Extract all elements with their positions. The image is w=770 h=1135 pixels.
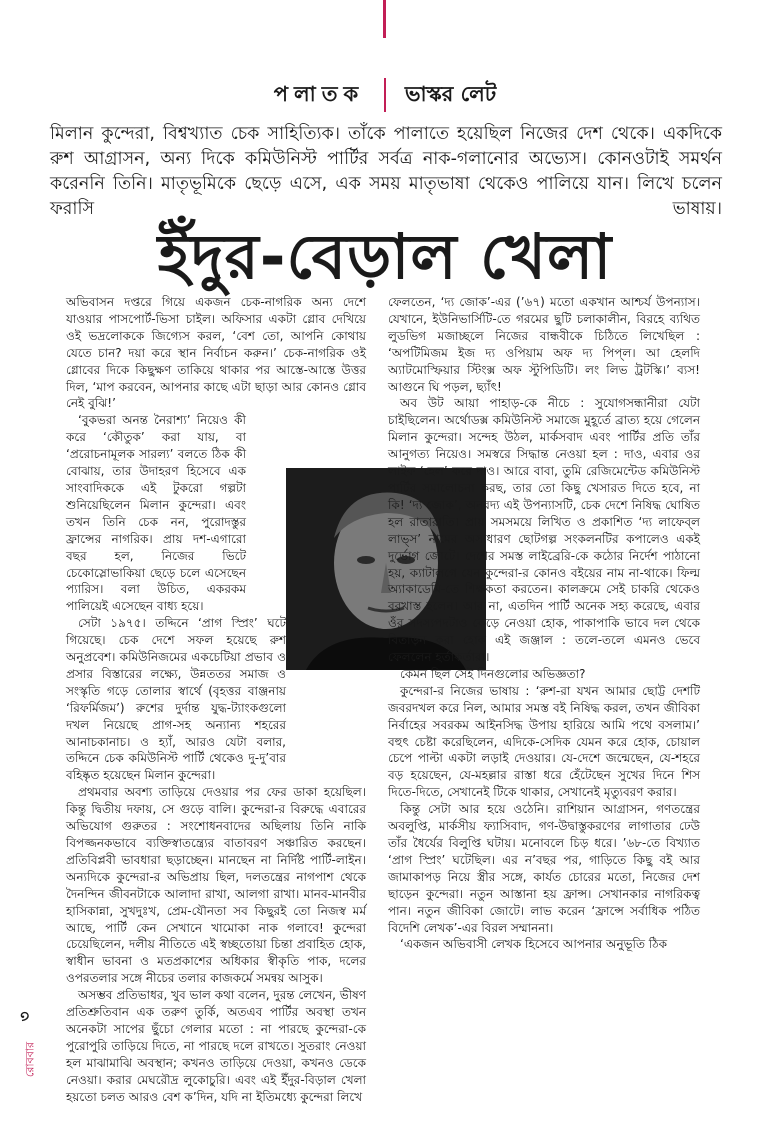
column-left [66, 294, 366, 1106]
paragraph: ‘একজন অভিবাসী লেখক হিসেবে আপনার অনুভূতি ঠিক [400, 937, 668, 952]
section-name: পলাতক [273, 82, 365, 106]
paragraph: প্রথমবার অবশ্য তাড়িয়ে দেওয়ার পর ফের ডাকা হয়েছিল। কিন্তু দ্বিতীয় দফায়, সে গুড়ে বালি। কুন্দেরা-র বিরুদ্ধে এবারের অভিযোগ গুরুতর : সংশোধনবাদের অছিলায় তিনি নাকি বিপজ্জনকভাবে ব্যক্তিস্বাতন্ত্র্যের বাতাবরণ সঞ্চারিত করছেন। প্রতিবিপ্লবী ভাবধারা ছড়াচ্ছেন। মানছেন না নির্দিষ্ট পার্টি-লাইন। অন্যদিকে কুন্দেরা-র অভিপ্রায় ছিল, দলতন্ত্রের নাগপাশ থেকে দৈনন্দিন জীবনটাকে আলাদা রাখা, আলগা রাখা। মানব-মানবীর হাসিকান্না, সুখদুঃখ, প্রেম-যৌনতা সব কিছুরই তো নিজস্ব মর্ম আছে, পার্টি কেন সেখানে খামোকা নাক গলাবে! কুন্দেরা চেয়েছিলেন, দলীয় নীতিতে এই স্বচ্ছতোয়া চিন্তা প্রবাহিত হোক, স্বাধীন ভাবনা ও মতপ্রকাশের অধিকার স্বীকৃতি পাক, দলের ওপরতলার সঙ্গে নীচের তলার কাজকর্মে সমন্বয় আসুক। [66, 785, 366, 986]
byline [0, 78, 770, 113]
paragraph: কুন্দেরা-র নিজের ভাষায় : ‘রুশ-রা যখন আমার ছোট্ট দেশটি জবরদখল করে নিল, আমার সমস্ত বই নিষিদ্ধ করল, তখন জীবিকা নির্বাহের সবরকম আইনসিদ্ধ উপায় হারিয়ে আমি পথে বসলাম।’ বহুৎ চেষ্টা করেছিলেন, এদিকে-সেদিক যেমন করে হোক, চোয়াল চেপে পাল্টা একটা লড়াই দেওয়ার। যে-দেশে জন্মেছেন, যে-শহরে বড় হয়েছেন, যে-মহল্লার রাস্তা ধরে হেঁটেছেন সুখের দিনে শিস দিতে-দিতে, সেখানেই টিকে থাকার, সেখানেই মৃত্যুবরণ করার। [388, 683, 700, 800]
page-number: ৩ [15, 1011, 34, 1022]
paragraph: অভিবাসন দপ্তরে গিয়ে একজন চেক-নাগরিক অন্য দেশে যাওয়ার পাসপোর্ট-ভিসা চাইল। অফিসার একটা গ্লোব দেখিয়ে ওই ভদ্রলোককে জিগ্যেস করল, ‘বেশ তো, আপনি কোথায় যেতে চান? দয়া করে স্থান নির্বাচন করুন।’ চেক-নাগরিক ওই গ্লোবের দিকে কিছুক্ষণ তাকিয়ে থাকার পর আস্তে-আস্তে উত্তর দিল, ‘মাপ করবেন, আপনার কাছে এটা ছাড়া আর কোনও গ্লোব নেই বুঝি!’ [66, 295, 366, 411]
author-name: ভাস্কর লেট [404, 82, 497, 106]
top-divider [383, 0, 386, 38]
paragraph: সেটা ১৯৭৫। তদ্দিনে ‘প্রাগ স্প্রিং’ ঘটে গিয়েছে। চেক দেশে সফল হয়েছে রুশ অনুপ্রবেশ। কমিউনিজমের একচেটিয়া প্রভাব ও প্রসার বিস্তারের লক্ষ্যে, উন্নততর সমাজ ও সংস্কৃতি গড়ে তোলার স্বার্থে (বৃহত্তর বাঞ্জনায় ‘রিফর্মিজম’) রুশের দুর্দান্ত যুদ্ধ-ট্যাংকগুলো দখল নিয়েছে প্রাগ-সহ অন্যান্য শহরের আনাচকানাচ। ও হ্যাঁ, আরও যেটা বলার, তদ্দিনে চেক কমিউনিস্ট পার্টি থেকেও দু-দু’বার বহিষ্কৃত হয়েছেন মিলান কুন্দেরা। [66, 616, 286, 783]
byline-separator [384, 78, 386, 112]
paragraph: কেমন ছিল সেই দিনগুলোর অভিজ্ঞতা? [400, 666, 586, 681]
paragraph: অসম্ভব প্রতিভাধর, খুব ভাল কথা বলেন, দুরন্ত লেখেন, ভীষণ প্রতিশ্রুতিবান এক তরুণ তুর্কি, অতএব পার্টির অবস্থা তখন অনেকটা সাপের ছুঁচো গেলার মতো : না পারছে কুন্দেরা-কে পুরোপুরি তাড়িয়ে দিতে, না পারছে দলে রাখতে। সুতরাং নেওয়া হল মাঝামাঝি অবস্থান; কখনও তাড়িয়ে দেওয়া, কখনও ডেকে নেওয়া। করার মেঘরৌদ্র লুকোচুরি। এবং এই ইঁদুর-বিড়াল খেলা হয়তো চলত আরও বেশ ক’দিন, যদি না ইতিমধ্যে কুন্দেরা লিখে [66, 988, 366, 1104]
paragraph: কিন্তু সেটা আর হয়ে ওঠেনি। রাশিয়ান আগ্রাসন, গণতন্ত্রের অবলুপ্তি, মার্কসীয় ফ্যাসিবাদ, গণ-উদ্বাস্তুকরণের লাগাতার ঢেউ তাঁর ধৈর্যের বিলুপ্তি ঘটায়। মনোবলে চিড় ধরে। ’৬৮-তে বিখ্যাত ‘প্রাগ স্প্রিং’ ঘটেছিল। এর ন’বছর পর, গাড়িতে কিছু বই আর জামাকাপড় নিয়ে স্ত্রীর সঙ্গে, কার্যত চোরের মতো, নিজের দেশ ছাড়েন কুন্দেরা। নতুন আস্তানা হয় ফ্রান্স। সেখানকার নাগরিকত্ব পান। নতুন জীবিকা জোটে। লাভ করেন ‘ফ্রান্সে সর্বাধিক পঠিত বিদেশি লেখক’-এর বিরল সম্মাননা। [388, 802, 700, 935]
page-footer [15, 1010, 42, 1120]
publication-label: রোববার [23, 1041, 37, 1078]
paragraph: অব উট আয়া পাহাড়-কে নীচে : সুযোগসন্ধানীরা যেটা চাইছিলেন। অর্থোডক্স কমিউনিস্ট সমাজে মুহূর্তে ব্রাত্য হয়ে গেলেন মিলান কুন্দেরা। সন্দেহ উঠল, মার্কসবাদ এবং পার্টির প্রতি তাঁর আনুগত্য নিয়েও। সমস্বরে সিদ্ধান্ত নেওয়া হল : দাও, এবার ওর লাইফ ‘হেল’ করে দাও। আরে বাবা, তুমি রেজিমেন্টেড কমিউনিস্ট পার্টির সমালোচনা করছ, তার তো কিছু খেসারত দিতে হবে, না কি! ‘দ্য জোক’, অনবদ্য এই উপন্যাসটি, চেক দেশে নিষিদ্ধ ঘোষিত হল রাতারাতি। প্রায় সমসময়ে লিখিত ও প্রকাশিত ‘দ্য লাফেব্‌ল লাভ্‌স’ নামের অসাধারণ ছোটগল্প সংকলনটির কপালেও একই দুর্ভোগ জোটে। দেশের সমস্ত লাইব্রেরি-কে কঠোর নির্দেশ পাঠানো হয়, ক্যাটালগে যেন কুন্দেরা-র কোনও বইয়ের নাম না-থাকে। ফিল্ম অ্যাকাডেমি-তে শিক্ষকতা করতেন। কালক্রমে সেই চাকরি থেকেও বরখাস্ত হলেন। আর না, এতদিন পার্টি অনেক সহ্য করেছে, এবার ওঁর সদস্যপদটাও কেড়ে নেওয়া হোক, পাকাপাকি ভাবে দল থেকে বিতাড়ন করা হোক এই জঞ্জাল : তলে-তলে এমনও ভেবে ফেললেন হর্তাকর্তারা। [388, 396, 700, 665]
paragraph: ফেলতেন, ‘দ্য জোক’-এর (’৬৭) মতো একখান আশ্চর্য উপন্যাস। যেখানে, ইউনিভার্সিটি-তে গরমের ছুটি চলাকালীন, বিরহে ব্যথিত লুডভিগ মজাচ্ছলে নিজের বান্ধবীকে চিঠিতে লিখেছিল : ‘অপটিমিজম ইজ দ্য ওপিয়াম অফ দ্য পিপ্‌ল। আ হেলদি অ্যাটমোস্ফিয়ার স্টিংক্স অফ স্টুপিডিটি। লং লিভ ট্রটস্কি।’ ব্যস! আগুনে ঘি পড়ল, ছ্যাঁৎ! [388, 295, 700, 394]
headline: ইঁদুর-বেড়াল খেলা [157, 220, 613, 293]
intro-paragraph: মিলান কুন্দেরা, বিশ্বখ্যাত চেক সাহিত্যিক। তাঁকে পালাতে হয়েছিল নিজের দেশ থেকে। একদিকে রুশ আগ্রাসন, অন্য দিকে কমিউনিস্ট পার্টির সর্বত্র নাক-গলানোর অভ্যেস। কোনওটাই সমর্থন করেননি তিনি। মাতৃভূমিকে ছেড়ে এসে, এক সময় মাতৃভাষা থেকেও পালিয়ে যান। লিখে চলেন ফরাসি ভাষায়। [50, 124, 722, 219]
paragraph: ‘বুকভরা অনন্ত নৈরাশ্য’ নিয়েও কী করে ‘কৌতুক’ করা যায়, বা ‘প্ররোচনামূলক সারল্য’ বলতে ঠিক কী বোঝায়, তার উদাহরণ হিসেবে এক সাংবাদিককে এই টুকরো গল্পটা শুনিয়েছিলেন মিলান কুন্দেরা। এবং তখন তিনি চেক নন, পুরোদস্তুর ফ্রান্সের নাগরিক। প্রায় দশ-এগারো বছর হল, নিজের ভিটে চেকোস্লোভাকিয়া ছেড়ে চলে এসেছেন প্যারিস। বলা উচিত, একরকম পালিয়েই এসেছেন বাধ্য হয়ে। [66, 413, 246, 614]
column-right [388, 294, 700, 953]
